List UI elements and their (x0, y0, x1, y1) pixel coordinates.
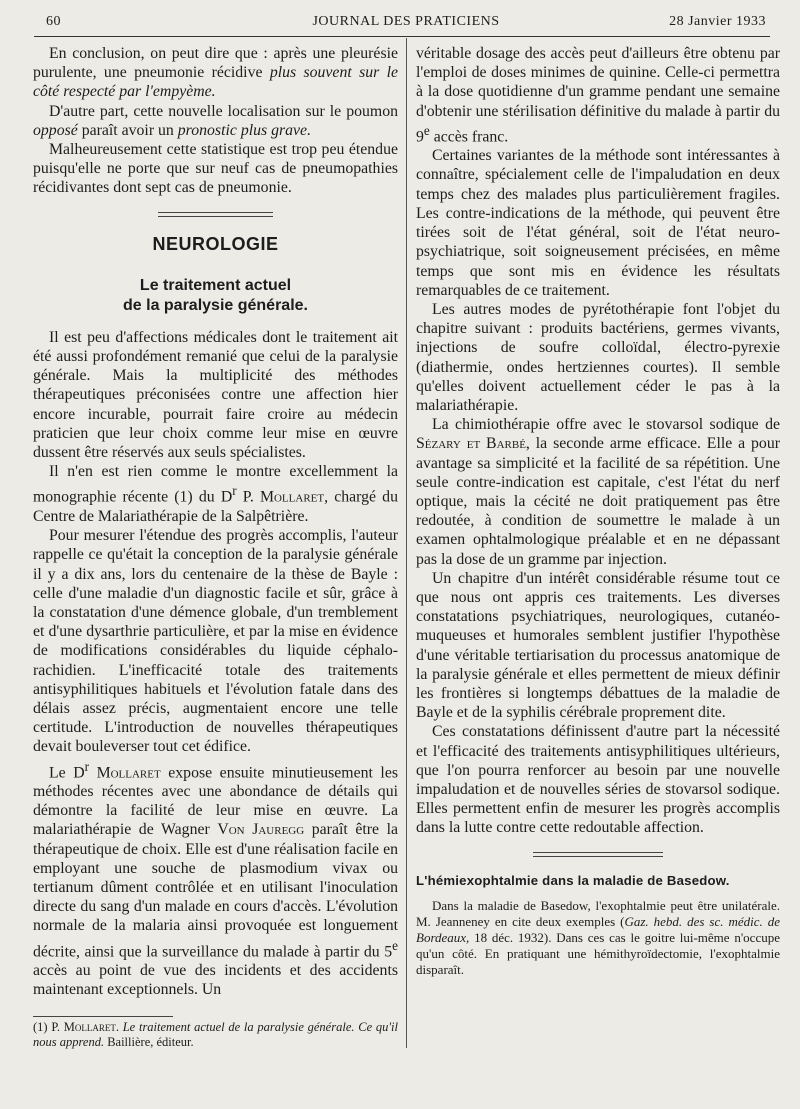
paragraph: D'autre part, cette nouvelle localisation sur le poumon opposé paraît avoir un pronostic plus grave. (33, 102, 398, 139)
paragraph: Pour mesurer l'étendue des progrès accomplis, l'auteur rappelle ce qu'était la conception de la paralysie générale il y a dix ans, lors du centenaire de la thèse de Bayle : celle d'une maladie d'un diagnostic facile et sûr, grâce à la constatation d'une démence globale, d'un tremblement et d'une dysarthrie particulière, et par la mise en évidence de modifications considérables du liquide céphalo-rachidien. L'inefficacité totale des traitements antisyphilitiques habituels et l'évolution fatale dans des délais assez précis, augmentaient encore une telle certitude. L'introduction de nouvelles thérapeutiques devait bouleverser tout cet édifice. (33, 527, 398, 756)
column-divider (406, 38, 407, 1048)
paragraph: Certaines variantes de la méthode sont intéressantes à connaître, spécialement celle de l'impaludation en deux temps chez des malades plus particulièrement fragiles. Les contre-indications de la méthode, qui peuvent être tirées soit de l'état général, soit de l'état neuro-psychiatrique, soit soigneusement précisées, en même temps que sont mis en évidence les résultats remarquables de ce traitement. (416, 147, 780, 299)
right-column (416, 44, 780, 978)
paragraph: Ces constatations définissent d'autre part la nécessité et l'efficacité des traitements antisyphilitiques ultérieurs, que l'on pourra renforcer au besoin par une nouvelle impaludation et de nouvelles séries de stovarsol sodique. Elles permettent enfin de mesurer les progrès accomplis dans la lutte contre cette redoutable affection. (416, 723, 780, 837)
section-separator (158, 212, 273, 217)
paragraph: La chimiothérapie offre avec le stovarsol sodique de Sézary et Barbé, la seconde arme efficace. Elle a pour avantage sa simplicité et la facilité de sa répétition. Une seule contre-indication est capitale, c'est l'état du nerf optique, mais la cécité ne doit pratiquement pas être redoutée, à condition de soumettre le malade à un examen ophtalmologique préalable et en ne dépassant pas la dose de un gramme par injection. (416, 416, 780, 568)
page-number: 60 (46, 14, 61, 29)
paragraph: Il est peu d'affections médicales dont le traitement ait été aussi profondément remanié que celui de la paralysie générale. Mais la multiplicité des méthodes thérapeutiques préconisées contre une affection hier encore incurable, pourrait faire croire au médecin praticien que leur choix comme leur mise en œuvre dussent être réservés aux seuls spécialistes. (33, 328, 398, 462)
brief-text: Dans la maladie de Basedow, l'exophtalmie peut être unilatérale. M. Jeanneney en cite deux exemples (Gaz. hebd. des sc. médic. de Bordeaux, 18 déc. 1932). Dans ces cas le goitre lui-même n'occupe qu'un côté. En pratiquant une hémithyroïdectomie, l'exophtalmie disparaît. (416, 897, 780, 977)
paragraph: Un chapitre d'un intérêt considérable résume tout ce que nous ont appris ces traitements. Les diverses constatations psychiatriques, neurologiques, cutanéo-muqueuses et humorales semblent justifier l'hypothèse d'une véritable tertiarisation du processus anatomique de la paralysie générale et elles permettent de mieux définir les frontières si longtemps débattues de la maladie de Bayle et de la syphilis cérébrale proprement dite. (416, 569, 780, 722)
left-column (33, 44, 398, 1000)
article-title: Le traitement actuel de la paralysie générale. (123, 276, 308, 314)
paragraph: En conclusion, on peut dire que : après une pleurésie purulente, une pneumonie récidive plus souvent sur le côté respecté par l'empyème. (33, 45, 398, 101)
issue-date: 28 Janvier 1933 (669, 14, 766, 29)
section-separator (533, 852, 663, 857)
paragraph: Malheureusement cette statistique est trop peu étendue puisqu'elle ne porte que sur neuf cas de pneumopathies récidivantes dont sept cas de pneumonie. (33, 141, 398, 197)
paragraph: Les autres modes de pyrétothérapie font l'objet du chapitre suivant : produits bactériens, germes vivants, injections de soufre colloïdal, électro-pyrexie (diathermie, ondes hertziennes courtes). Il semble qu'elles doivent actuellement céder le pas à la malariathérapie. (416, 300, 780, 414)
paragraph: Le $D^r$ Mollaret expose ensuite minutieusement les méthodes récentes avec une abondance de détails qui démontre la facilité de leur mise en œuvre. La malariathérapie de Wagner Von Jauregg paraît être la thérapeutique de choix. Elle est d'une réalisation facile en employant une souche de plasmodium vivax ou tertianum dûment contrôlée et en utilisant l'inoculation directe du sang d'un malade en cours d'accès. L'évolution normale de la malaria ainsi provoquée est longuement décrite, ainsi que la surveillance du malade à partir du 5e accès au point de vue des incidents et des accidents maintenant exceptionnels. Un (33, 758, 398, 999)
footnote-rule (33, 1016, 173, 1017)
header-rule (34, 36, 770, 37)
page-header (46, 14, 766, 36)
paragraph: Il n'en est rien comme le montre excellemment la monographie récente (1) du $D^r$ P. Mollaret, chargé du Centre de Malariathérapie de la Salpêtrière. (33, 463, 398, 525)
journal-title: JOURNAL DES PRATICIENS (312, 14, 500, 29)
brief-title: L'hémiexophtalmie dans la maladie de Basedow. (416, 872, 730, 888)
section-title: NEUROLOGIE (152, 233, 279, 254)
paragraph: véritable dosage des accès peut d'ailleurs être obtenu par l'emploi de doses minimes de quinine. Celle-ci permettra à la dose quotidienne d'un gramme pendant une semaine d'obtenir une stérilisation définitive du malade à partir du 9e accès franc. (416, 45, 780, 146)
footnote: (1) P. Mollaret. Le traitement actuel de la paralysie générale. Ce qu'il nous apprend. Baillière, éditeur. (33, 1020, 398, 1049)
